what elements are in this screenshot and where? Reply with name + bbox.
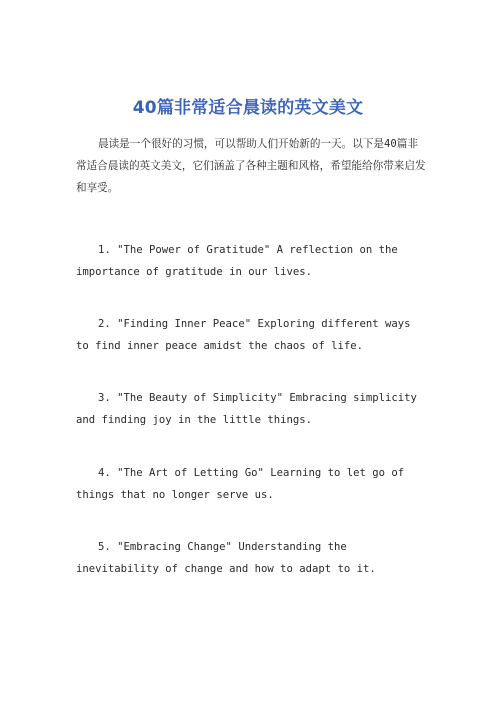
list-item: 1. "The Power of Gratitude" A reflection on the importance of gratitude in our lives. <box>76 244 398 278</box>
document-title: 40篇非常适合晨读的英文美文 <box>132 98 364 119</box>
list-item: 3. "The Beauty of Simplicity" Embracing simplicity and finding joy in the little things. <box>76 392 417 426</box>
list-item: 2. "Finding Inner Peace" Exploring different ways to find inner peace amidst the chaos of life. <box>76 318 411 352</box>
intro-paragraph: 晨读是一个很好的习惯，可以帮助人们开始新的一天。以下是40篇非常适合晨读的英文美文，它们涵盖了各种主题和风格，希望能给你带来启发和享受。 <box>76 138 426 194</box>
list-item: 4. "The Art of Letting Go" Learning to let go of things that no longer serve us. <box>76 467 405 501</box>
list-item: 5. "Embracing Change" Understanding the inevitability of change and how to adapt to it. <box>76 541 376 575</box>
